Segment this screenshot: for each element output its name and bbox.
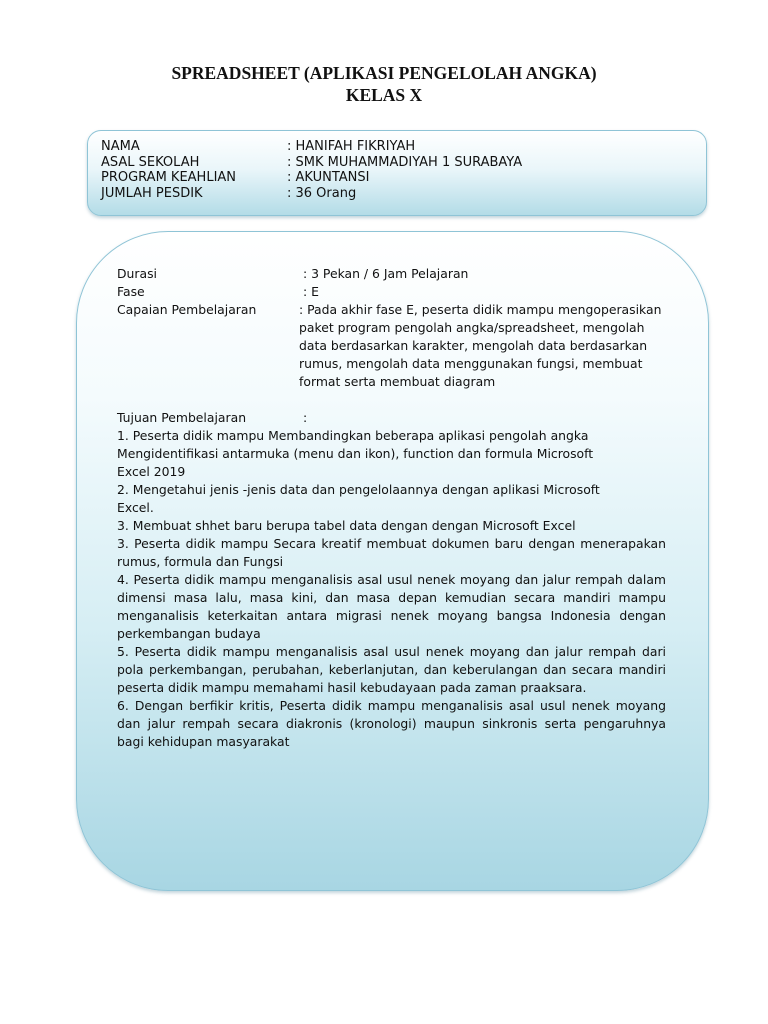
- identity-value: : 36 Orang: [287, 186, 357, 201]
- fase-value: : E: [303, 284, 319, 299]
- capaian-label: Capaian Pembelajaran: [117, 302, 257, 317]
- tujuan-line: 2. Mengetahui jenis -jenis data dan pengelolaannya dengan aplikasi Microsoft: [117, 482, 600, 497]
- capaian-value: [299, 301, 666, 391]
- fase-row: [117, 283, 666, 301]
- course-content: [117, 265, 666, 751]
- identity-label: PROGRAM KEAHLIAN: [101, 170, 237, 185]
- capaian-line: rumus, mengolah data menggunakan fungsi, membuat: [299, 356, 643, 371]
- tujuan-line: Excel.: [117, 500, 154, 515]
- capaian-line: : Pada akhir fase E, peserta didik mampu mengoperasikan: [299, 302, 662, 317]
- tujuan-paragraph: 4. Peserta didik mampu menganalisis asal usul nenek moyang dan jalur rempah dalam dimensi masa lalu, masa kini, dan masa depan kemudian secara mandiri mampu menganalisis keterkaitan antara migrasi nenek moyang bangsa Indonesia dengan perkembangan budaya: [117, 572, 666, 641]
- tujuan-paragraph: 6. Dengan berfikir kritis, Peserta didik mampu menganalisis asal usul nenek moyang dan jalur rempah secara diakronis (kronologi) maupun sinkronis serta pengaruhnya bagi kehidupan masyarakat: [117, 698, 666, 749]
- durasi-row: [117, 265, 666, 283]
- tujuan-line: 1. Peserta didik mampu Membandingkan beberapa aplikasi pengolah angka: [117, 428, 589, 443]
- tujuan-paragraph: 5. Peserta didik mampu menganalisis asal usul nenek moyang dan jalur rempah dari pola perkembangan, perubahan, keberlanjutan, dan keberulangan dan secara mandiri peserta didik mampu memahami hasil kebudayaan pada zaman praaksara.: [117, 644, 666, 695]
- identity-value: : AKUNTANSI: [287, 170, 370, 185]
- identity-row-nama: [101, 139, 415, 155]
- identity-row-asal-sekolah: [101, 155, 522, 171]
- identity-row-program-keahlian: [101, 170, 369, 186]
- identity-value: : SMK MUHAMMADIYAH 1 SURABAYA: [287, 155, 523, 170]
- identity-value: : HANIFAH FIKRIYAH: [287, 139, 416, 154]
- capaian-row: [117, 301, 666, 391]
- durasi-value: : 3 Pekan / 6 Jam Pelajaran: [303, 266, 469, 281]
- tujuan-paragraph: 3. Peserta didik mampu Secara kreatif membuat dokumen baru dengan menerapakan rumus, formula dan Fungsi: [117, 536, 666, 569]
- durasi-label: Durasi: [117, 266, 157, 281]
- tujuan-row: [117, 409, 666, 427]
- tujuan-line: Excel 2019: [117, 464, 186, 479]
- capaian-line: data berdasarkan karakter, mengolah data berdasarkan: [299, 338, 648, 353]
- document-title: SPREADSHEET (APLIKASI PENGELOLAH ANGKA): [171, 63, 597, 83]
- tujuan-line: Mengidentifikasi antarmuka (menu dan ikon), function dan formula Microsoft: [117, 446, 594, 461]
- identity-label: ASAL SEKOLAH: [101, 155, 200, 170]
- tujuan-label: Tujuan Pembelajaran: [117, 410, 247, 425]
- tujuan-colon: :: [303, 410, 308, 425]
- identity-row-jumlah-pesdik: [101, 186, 356, 202]
- document-subtitle: KELAS X: [345, 85, 423, 105]
- capaian-line: format serta membuat diagram: [299, 374, 496, 389]
- tujuan-line: 3. Membuat shhet baru berupa tabel data dengan dengan Microsoft Excel: [117, 518, 576, 533]
- fase-label: Fase: [117, 284, 145, 299]
- identity-label: NAMA: [101, 139, 140, 154]
- identity-label: JUMLAH PESDIK: [101, 186, 203, 201]
- capaian-line: paket program pengolah angka/spreadsheet, mengolah: [299, 320, 645, 335]
